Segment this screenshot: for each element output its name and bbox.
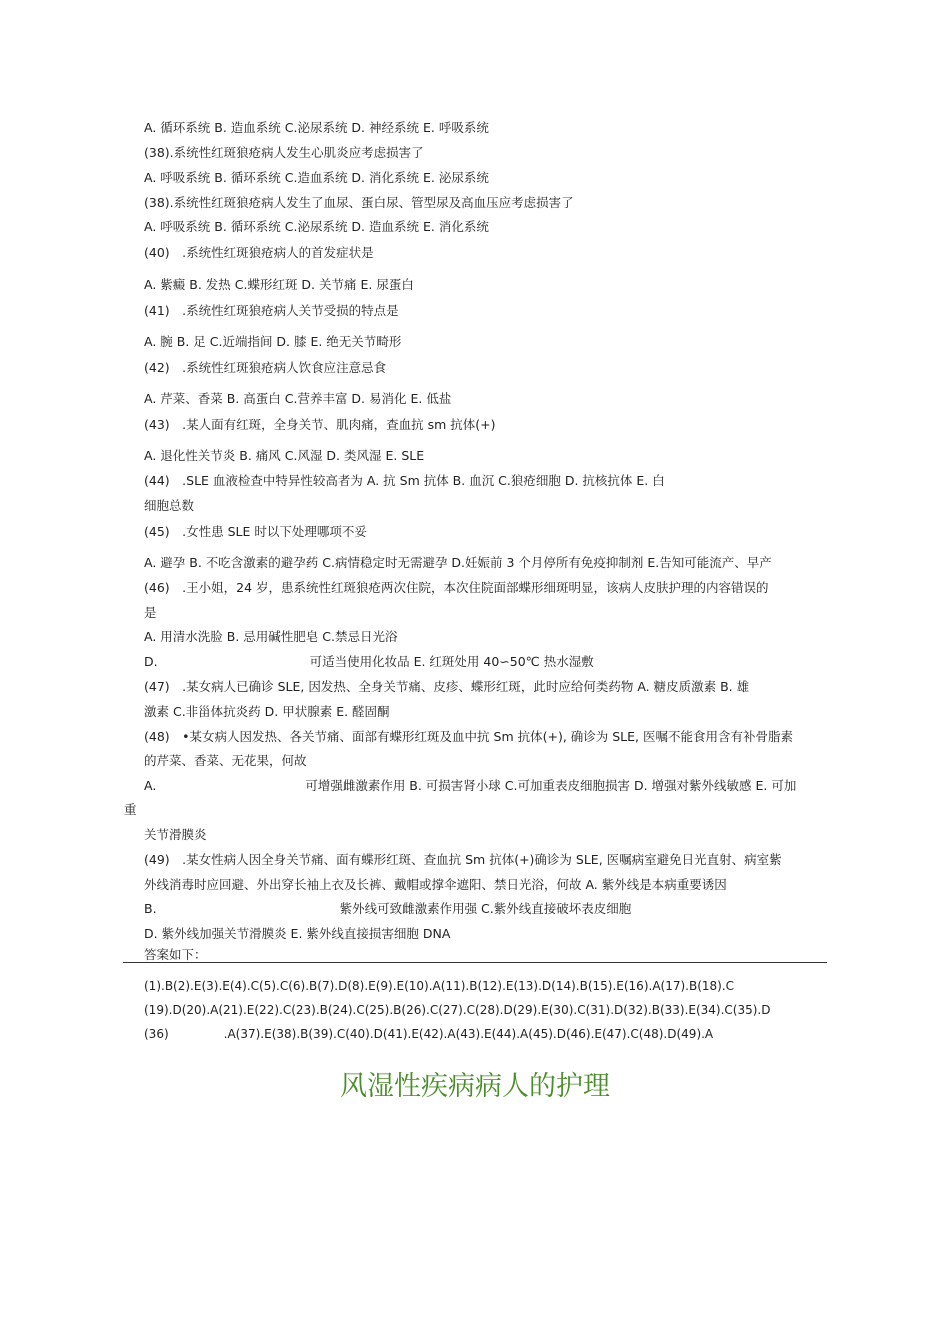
answer-line: (1).B(2).E(3).E(4).C(5).C(6).B(7).D(8).E(9).E(10).A(11).B(12).E(13).D(14).B(15).E(16).A(17).B(18).C	[144, 979, 735, 993]
question-line: A. 循环系统 B. 造血系统 C.泌尿系统 D. 神经系统 E. 呼吸系统	[144, 120, 489, 135]
question-line	[144, 653, 594, 671]
option-letter: D.	[144, 654, 158, 669]
question-line: A. 用清水洗脸 B. 忌用碱性肥皂 C.禁忌日光浴	[144, 629, 398, 644]
section-title: 风湿性疾病病人的护理	[340, 1071, 610, 1102]
question-line: (43) .某人面有红斑，全身关节、肌肉痛，查血抗 sm 抗体(+)	[144, 417, 496, 432]
option-text: 可适当使用化妆品 E. 红斑处用 40∽50℃ 热水湿敷	[309, 654, 594, 669]
question-line: A. 呼吸系统 B. 循环系统 C.泌尿系统 D. 造血系统 E. 消化系统	[144, 219, 489, 234]
question-line: A. 紫癜 B. 发热 C.蝶形红斑 D. 关节痛 E. 尿蛋白	[144, 277, 414, 292]
question-line: (46) .王小姐，24 岁，患系统性红斑狼疮两次住院，本次住院面部蝶形细斑明显，该病人皮肤护理的内容错误的	[144, 580, 769, 595]
question-line: (44) .SLE 血液检查中特异性较高者为 A. 抗 Sm 抗体 B. 血沉 C.狼疮细胞 D. 抗核抗体 E. 白	[144, 473, 665, 488]
question-line: A. 腕 B. 足 C.近端指间 D. 膝 E. 绝无关节畸形	[144, 334, 402, 349]
option-text: 可增强雌激素作用 B. 可损害肾小球 C.可加重表皮细胞损害 D. 增强对紫外线敏感 E. 可加	[305, 778, 797, 793]
option-letter: B.	[144, 901, 157, 916]
option-text: 紫外线可致雌激素作用强 C.紫外线直接破坏表皮细胞	[339, 901, 632, 916]
question-line: (49) .某女性病人因全身关节痛、面有蝶形红斑、查血抗 Sm 抗体(+)确诊为 SLE, 医嘱病室避免日光直射、病室紫	[144, 852, 782, 867]
question-line: 重	[124, 802, 137, 817]
answer-text: .A(37).E(38).B(39).C(40).D(41).E(42).A(43).E(44).A(45).D(46).E(47).C(48).D(49).A	[223, 1027, 714, 1041]
answer-line: (19).D(20).A(21).E(22).C(23).B(24).C(25).B(26).C(27).C(28).D(29).E(30).C(31).D(32).B(33).E(34).C(35).D	[144, 1003, 771, 1017]
question-line: 外线消毒时应回避、外出穿长袖上衣及长裤、戴帽或撑伞遮阳、禁日光浴，何故 A. 紫外线是本病重要诱因	[144, 877, 727, 892]
question-line: (41) .系统性红斑狼疮病人关节受损的特点是	[144, 303, 399, 318]
question-line: (47) .某女病人已确诊 SLE, 因发热、全身关节痛、皮疹、蝶形红斑，此时应给何类药物 A. 糖皮质激素 B. 雄	[144, 679, 750, 694]
question-line: A. 芹菜、香菜 B. 高蛋白 C.营养丰富 D. 易消化 E. 低盐	[144, 391, 452, 406]
question-line: (38).系统性红斑狼疮病人发生了血尿、蛋白尿、管型尿及高血压应考虑损害了	[144, 195, 574, 210]
question-line: 关节滑膜炎	[144, 827, 207, 842]
question-line: A. 避孕 B. 不吃含激素的避孕药 C.病情稳定时无需避孕 D.妊娠前 3 个月停所有免疫抑制剂 E.告知可能流产、早产	[144, 555, 772, 570]
option-letter: A.	[144, 778, 157, 793]
question-line: (40) .系统性红斑狼疮病人的首发症状是	[144, 245, 374, 260]
question-line: 激素 C.非甾体抗炎药 D. 甲状腺素 E. 醛固酮	[144, 704, 390, 719]
question-line	[144, 900, 631, 918]
question-line: 的芹菜、香菜、无花果，何故	[144, 753, 307, 768]
question-line: (48) •某女病人因发热、各关节痛、面部有蝶形红斑及血中抗 Sm 抗体(+), 确诊为 SLE, 医嘱不能食用含有补骨脂素	[144, 729, 793, 744]
divider-line	[123, 962, 827, 963]
question-line: A. 呼吸系统 B. 循环系统 C.造血系统 D. 消化系统 E. 泌尿系统	[144, 170, 489, 185]
question-line: D. 紫外线加强关节滑膜炎 E. 紫外线直接损害细胞 DNA	[144, 926, 451, 941]
question-line: A. 退化性关节炎 B. 痛风 C.风湿 D. 类风湿 E. SLE	[144, 448, 425, 463]
question-line: 是	[144, 605, 157, 620]
answers-heading: 答案如下：	[144, 947, 207, 962]
question-line: (42) .系统性红斑狼疮病人饮食应注意忌食	[144, 360, 387, 375]
question-line: (38).系统性红斑狼疮病人发生心肌炎应考虑损害了	[144, 145, 424, 160]
question-line: (45) .女性患 SLE 时以下处理哪项不妥	[144, 524, 367, 539]
question-line: 细胞总数	[144, 498, 195, 513]
answer-line	[144, 1025, 713, 1043]
answer-number: (36)	[144, 1027, 169, 1041]
question-line	[144, 777, 796, 795]
